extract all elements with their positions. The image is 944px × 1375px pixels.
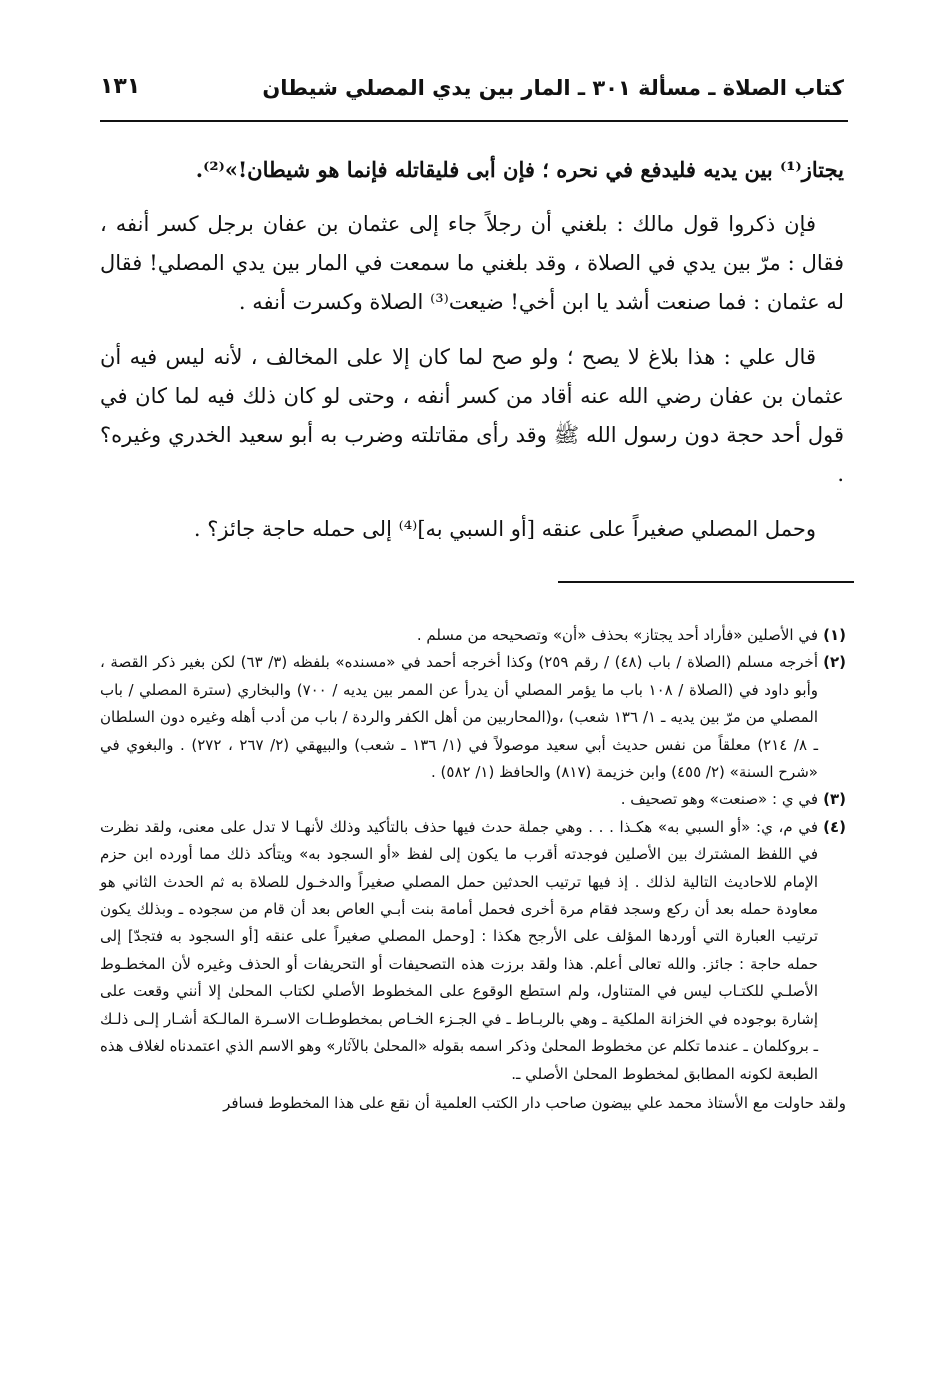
- paragraph-hadith-end: يجتاز⁽¹⁾ بين يديه فليدفع في نحره ؛ فإن أبى فليقاتله فإنما هو شيطان!»⁽²⁾.: [195, 157, 844, 182]
- main-text: [100, 150, 844, 565]
- footnote-text: أخرجه مسلم (الصلاة / باب (٤٨) / رقم ٢٥٩) وكذا أخرجه أحمد في «مسنده» بلفظه (٣/ ٦٣) لكن بغير ذكر القصة ، وأبو داود في (الصلاة / ١٠٨ باب ما يؤمر المصلي أن يدرأ عن الممر بين يديه / ٧٠٠) والبخاري (سترة المصلي / باب المصلي من مرّ بين يديه ـ ١/ ١٣٦ شعب) ،و(المحاربين من أهل الكفر والردة / باب من أدب أهله وغيره دون السلطان ـ ٨/ ٢١٤) معلقاً من نفس حديث أبي سعيد موصولاً في (١/ ١٣٦ ـ شعب) والبيهقي (٢/ ٢٦٧ ، ٢٧٢) . والبغوي في «شرح السنة» (٢/ ٤٥٥) وابن خزيمة (٨١٧) والحافظ (١/ ٥٨٢) .: [100, 653, 819, 782]
- footnote-3: [100, 786, 846, 813]
- page-number: ١٣١: [100, 74, 141, 99]
- footnote-text: في م، ي: «أو السبي به» هكـذا . . . وهي جملة حدث فيها حذف بالتأكيد وذلك لأنهـا لا تدل على معنى، ولقد نظرت في اللفظ المشترك بين الأصلين فوجدته أقرب ما يكون إلى لفظ «أو السجود به» ويتأكد ذلك مما أورده ابن حزم الإمام للاحاديث التالية لذلك . إذ فيها ترتيب الحدثين حمل المصلي صغيراً والدخـول للصلاة به ثم الحدث الثاني هو معاودة حمله بعد أن ركع وسجد فقام مرة أخرى فحمل أمامة بنت أبـي العاص بعد أن قام من سجوده ـ وبذلك يكون ترتيب العبارة التي أوردها المؤلف على الأرجح هكذا : [وحمل المصلي صغيراً على عنقه [أو السجود به فتجدّ] إلى حمله حاجة : جائز. والله تعالى أعلم. هذا ولقد برزت هذه التصحيفات أو التحريفات أو الحذف وغيره لأن المخطـوط الأصلـي للكتـاب ليس في المتناول، ولم استطع الوقوع على المخطوط الأصلي لكتاب المحلىٰ إلا أنني وقعت على إشارة بوجوده في الخزانة الملكية ـ وهي بالربـاط ـ في الجـزء الخـاص بمخطوطـات الاسـرة المالـكة أشـار إلـى ذلـك ـ بروكلمان ـ عندما تكلم عن مخطوط المحلىٰ وذكر اسمه بقوله «المحلىٰ بالآثار» وهو الاسم الذي اعتمدناه لغلاف هذه الطبعة لكونه المطابق لمخطوط المحلىٰ الأصلي ـ.: [100, 817, 818, 1083]
- footnote-2: [100, 649, 846, 786]
- footnote-text: في الأصلين «فأراد أحد يجتاز» بحذف «أن» وتصحيحه من مسلم .: [416, 626, 818, 644]
- footnote-number: (٤): [823, 817, 846, 836]
- paragraph-malik-report: فإن ذكروا قول مالك : بلغني أن رجلاً جاء إلى عثمان بن عفان برجل كسر أنفه ، فقال : مرّ بين يدي في الصلاة ، وقد بلغني ما سمعت في المار بين يدي المصلي! فقال له عثمان : فما صنعت أشد يا ابن أخي! ضيعت⁽³⁾ الصلاة وكسرت أنفه .: [100, 212, 844, 314]
- header-title: كتاب الصلاة ـ مسألة ٣٠١ ـ المار بين يدي المصلي شيطان: [262, 76, 844, 100]
- paragraph-ali-response: قال علي : هذا بلاغ لا يصح ؛ ولو صح لما كان إلا على المخالف ، لأنه ليس فيه أن عثمان بن عفان رضي الله عنه أقاد من كسر أنفه ، وحتى لو كان ذلك فيه لما كان في قول أحد حجة دون رسول الله ﷺ وقد رأى مقاتلته وضرب به أبو سعيد الخدري وغيره؟ .: [100, 345, 844, 486]
- header-rule: [100, 120, 848, 122]
- footnote-text: في ي : «صنعت» وهو تصحيف .: [620, 790, 818, 809]
- footnote-continuation: ولقد حاولت مع الأستاذ محمد علي بيضون صاحب دار الكتب العلمية أن نقع على هذا المخطوط فسافر: [223, 1093, 846, 1112]
- footnote-number: (٢): [823, 653, 846, 672]
- footnote-number: (١): [823, 626, 846, 644]
- paragraph-carrying-child: وحمل المصلي صغيراً على عنقه [أو السبي به]⁽⁴⁾ إلى حمله حاجة جائز؟ .: [193, 517, 816, 541]
- footnote-separator: [558, 581, 854, 583]
- footnote-4: [100, 814, 846, 1088]
- running-header: [100, 72, 844, 118]
- footnotes: [100, 622, 846, 1117]
- footnote-1: [100, 622, 846, 649]
- footnote-number: (٣): [823, 790, 846, 809]
